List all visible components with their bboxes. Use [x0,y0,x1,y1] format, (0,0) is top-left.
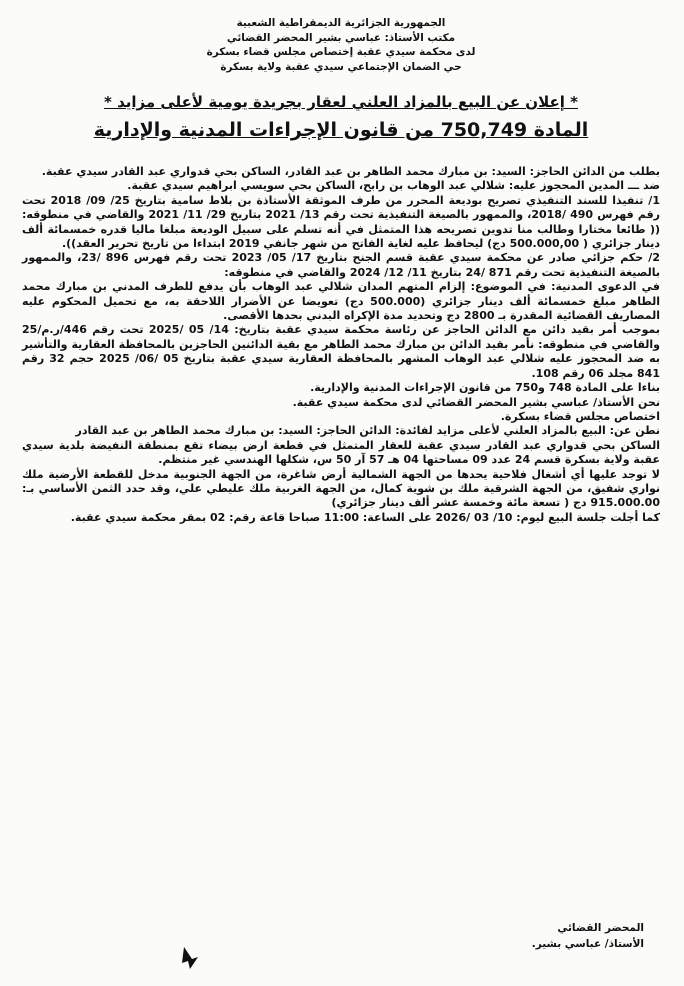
paragraph: كما أجلت جلسة البيع ليوم: 10/ 03 /2026 على الساعة: 11:00 صباحا قاعة رقم: 02 بمقر محكمة سيدي عقبة. [70,510,660,524]
paragraph: نحن الأستاذ/ عباسي بشير المحضر القضائي لدى محكمة سيدي عقبة. [292,395,660,409]
paragraph: 1/ تنفيذا للسند التنفيذي تصريح بوديعة المحرر من طرف الموثقة الأستاذة بن بلاط سامية بتاريخ 25/ 09/ 2018 تحت رقم فهرس 490 /2018، والممهور بالصيغة التنفيذية تحت رقم 13/ 2021 بتاريخ 29/ 11/ 2021 والقاضي في منطوقه: (( طائعا مختارا وطالب منا تدوين تصريحه هذا المتمثل في أنه تسلم على سبيل الوديعة مبلغا ماليا قدره خمسمائة ألف دينار جزائري ( 500.000,00 دج) ليحافظ عليه لغاية الفاتح من شهر جانفي 2019 ابتداءا من تاريخ تحرير العقد)). [22,193,660,251]
header-line: الجمهورية الجزائرية الديمقراطية الشعبية [236,17,446,29]
paragraph: ضد ـــ المدين المحجوز عليه: شلالي عبد الوهاب بن رابح، الساكن بحي سويسي ابراهيم سيدي عقبة. [127,179,660,193]
header-line: لدى محكمة سيدي عقبة إختصاص مجلس قضاء بسكرة [206,46,476,58]
paragraph: 2/ حكم جزائي صادر عن محكمة سيدي عقبة قسم الجنح بتاريخ 17/ 05/ 2023 تحت رقم فهرس 896 /23، والممهور بالصيغة التنفيذية تحت رقم 871 /24 بتاريخ 11/ 12/ 2024 والقاضي في منطوقه: [22,251,660,279]
paragraph: بموجب أمر بقيد دائن مع الدائن الحاجز عن رئاسة محكمة سيدي عقبة بتاريخ: 14/ 05 /2025 تحت رقم 446/ر.م/25 والقاضي في منطوقه: نأمر بقيد الدائن بن مبارك محمد الطاهر مع بقية الدائنين الحاجزين بالمحافظة العقارية والتأشير به ضد المحجوز عليه شلالي عبد الوهاب المشهر بالمحافظة العقارية سيدي عقبة بتاريخ 05 /06/ 2025 حجم 32 رقم 841 مجلد 06 رقم 108. [22,323,660,380]
announcement-title: * إعلان عن البيع بالمزاد العلني لعقار بجريدة يومية لأعلى مزايد * [104,93,578,111]
paragraph: لا توجد عليها أي أشغال فلاحية يحدها من الجهة الشمالية أرض شاغرة، من الجهة الجنوبية مدخل للقطعة الأرضية ملك نواري شفيق، من الجهة الشرقية ملك بن شوية كمال، من الجهة الغربية ملك عليطي علي، وقد حدد الثمن الأساسي بـ: 915.000.00 دج ( تسعة مائة وخمسة عشر ألف دينار جزائري) [22,467,660,510]
header-line: مكتب الأستاذ: عباسي بشير المحضر القضائي [226,31,456,44]
signature-title: المحضر القضائي [557,922,644,934]
signature-name: الأستاذ/ عباسي بشير. [531,938,644,950]
paragraph: الساكن بحي قدواري عبد القادر سيدي عقبة للعقار المتمثل في قطعة ارض بيضاء تقع بمنطقة النفيضة بلدية سيدي عقبة ولاية بسكرة قسم 24 عدد 09 مساحتها 04 هـ 57 آر 50 س، شكلها الهندسي غير منتظم. [22,438,660,467]
header-line: حي الضمان الإجتماعي سيدي عقبة ولاية بسكرة [220,60,462,73]
paragraph: بناءا على المادة 748 و750 من قانون الإجراءات المدنية والإدارية. [310,381,660,395]
announcement-body [22,165,660,525]
letterhead [22,16,660,74]
legal-article-subtitle: المادة 750,749 من قانون الإجراءات المدنية والإدارية [93,119,589,141]
paragraph: نطن عن: البيع بالمزاد العلني لأعلى مزايد لفائدة: الدائن الحاجز: السيد: بن مبارك محمد الطاهر بن عبد القادر [75,424,660,438]
paragraph: في الدعوى المدنية: في الموضوع: إلزام المتهم المدان شلالي عبد الوهاب بأن يدفع للطرف المدني بن مبارك محمد الطاهر مبلغ خمسمائة ألف دينار جزائري (500.000 دج) تعويضا عن الأضرار اللاحقة به، مع تحميل المحكوم عليه المصاريف القضائية المقدرة بـ 2800 دج وتحديد مدة الإكراه البدني بحدها الأقصى. [22,280,660,323]
paragraph: اختصاص مجلس قضاء بسكرة. [500,409,660,423]
signature-block [532,920,644,952]
paragraph: بطلب من الدائن الحاجز: السيد: بن مبارك محمد الطاهر بن عبد القادر، الساكن بحي قدواري عبد القادر سيدي عقبة. [41,165,660,178]
pen-mark-icon [180,945,202,973]
